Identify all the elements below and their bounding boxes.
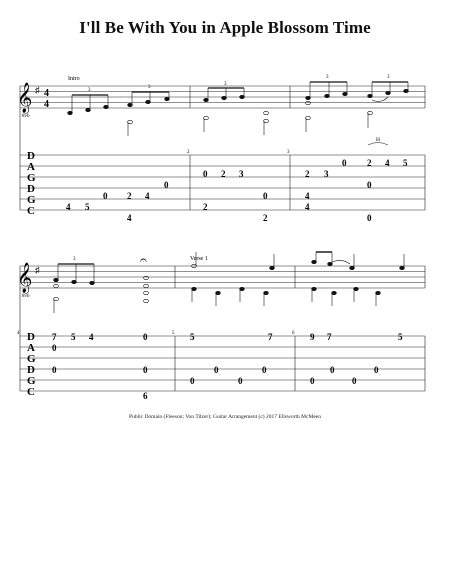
tab-note: 5: [85, 202, 90, 212]
tab-note: 0: [143, 332, 148, 342]
tab-note: 4: [145, 191, 150, 201]
clef-octave-mark: 8vb: [22, 294, 30, 299]
measure-number: 6: [292, 331, 295, 336]
tab-note: 5: [71, 332, 76, 342]
system-1: [17, 75, 425, 223]
tuning-string-2: A: [27, 161, 35, 173]
tab-note: 2: [203, 202, 208, 212]
tab-staff-1: [20, 108, 425, 210]
tab-tuning-2: [27, 331, 36, 398]
tab-note: 0: [310, 376, 315, 386]
tuplet-label: 3: [73, 257, 76, 262]
tuning-string-6: C: [27, 386, 35, 398]
tab-note: 0: [52, 365, 57, 375]
tab-note: 0: [164, 180, 169, 190]
tab-note: 0: [262, 365, 267, 375]
measure-2-notes: [204, 88, 269, 135]
tab-note: 0: [352, 376, 357, 386]
measure-number: 5: [172, 331, 175, 336]
tab-note: 0: [342, 158, 347, 168]
tab-note: 9: [310, 332, 315, 342]
measure-1-notes: [68, 92, 170, 136]
tab-note: 4: [89, 332, 94, 342]
tab-note: 0: [143, 365, 148, 375]
tab-note: 3: [324, 169, 329, 179]
hammer-on-label: H: [376, 137, 380, 143]
tab-note: 6: [143, 391, 148, 401]
tab-note: 4: [305, 191, 310, 201]
measure-number: 4: [17, 331, 20, 336]
measure-3-notes: [306, 82, 409, 132]
tab-tuning-1: [27, 150, 36, 217]
tuning-string-1: D: [27, 331, 35, 343]
tuning-string-2: A: [27, 342, 35, 354]
tab-note: 0: [330, 365, 335, 375]
tab-numbers-system-1: [66, 158, 408, 223]
tab-note: 0: [374, 365, 379, 375]
tab-note: 0: [103, 191, 108, 201]
tab-note: 2: [221, 169, 226, 179]
tab-note: 2: [367, 158, 372, 168]
section-label-intro: Intro: [68, 76, 80, 82]
tab-note: 7: [52, 332, 57, 342]
tab-note: 4: [66, 202, 71, 212]
tab-note: 2: [263, 213, 268, 223]
tab-note: 2: [305, 169, 310, 179]
tab-numbers-system-2: [52, 332, 403, 401]
tab-note: 3: [239, 169, 244, 179]
tab-note: 4: [385, 158, 390, 168]
tab-note: 0: [214, 365, 219, 375]
tab-note: 0: [190, 376, 195, 386]
tab-note: 5: [190, 332, 195, 342]
key-signature-sharp-icon: ♯: [35, 265, 40, 275]
tuplet-label: 3: [88, 88, 91, 93]
system-2: [17, 252, 425, 401]
tuning-string-6: C: [27, 205, 35, 217]
tab-note: 5: [398, 332, 403, 342]
tuning-string-5: G: [27, 194, 36, 206]
tuning-string-3: G: [27, 172, 36, 184]
tab-note: 5: [403, 158, 408, 168]
tuning-string-5: G: [27, 375, 36, 387]
tab-note: 2: [127, 191, 132, 201]
tab-note: 0: [263, 191, 268, 201]
fermata-icon: 𝄐: [140, 253, 147, 267]
measure-6-notes: [312, 252, 405, 306]
tuplet-label: 3: [326, 75, 329, 80]
tuning-string-4: D: [27, 183, 35, 195]
time-sig-top: 4: [44, 88, 49, 99]
measure-number: 3: [287, 150, 290, 155]
section-label-verse: Verse 1: [190, 256, 208, 262]
tuning-string-1: D: [27, 150, 35, 162]
time-sig-bottom: 4: [44, 99, 49, 110]
tab-note: 7: [268, 332, 273, 342]
tab-note: 7: [327, 332, 332, 342]
tuning-string-3: G: [27, 353, 36, 365]
measure-number: 2: [187, 150, 190, 155]
clef-octave-mark: 8vb: [22, 114, 30, 119]
tuplet-label: 3: [148, 85, 151, 90]
tab-note: 0: [367, 213, 372, 223]
tab-note: 0: [367, 180, 372, 190]
key-signature-sharp-icon: ♯: [35, 85, 40, 95]
copyright-footer: Public Domain (Fleeson; Von Tilzer); Guitar Arrangement (c) 2017 Ellsworth McMeen: [129, 414, 321, 420]
tuning-string-4: D: [27, 364, 35, 376]
tab-note: 0: [238, 376, 243, 386]
treble-clef-icon: 𝄞: [17, 263, 33, 292]
treble-clef-icon: 𝄞: [17, 83, 33, 112]
tab-note: 4: [127, 213, 132, 223]
tab-note: 4: [305, 202, 310, 212]
song-title: I'll Be With You in Apple Blossom Time: [79, 18, 371, 37]
staff-2: [20, 266, 425, 288]
tab-staff-2: [20, 288, 425, 391]
tab-note: 0: [52, 343, 57, 353]
tuplet-label: 3: [387, 75, 390, 80]
tuplet-label: 3: [224, 82, 227, 87]
tab-note: 0: [203, 169, 208, 179]
